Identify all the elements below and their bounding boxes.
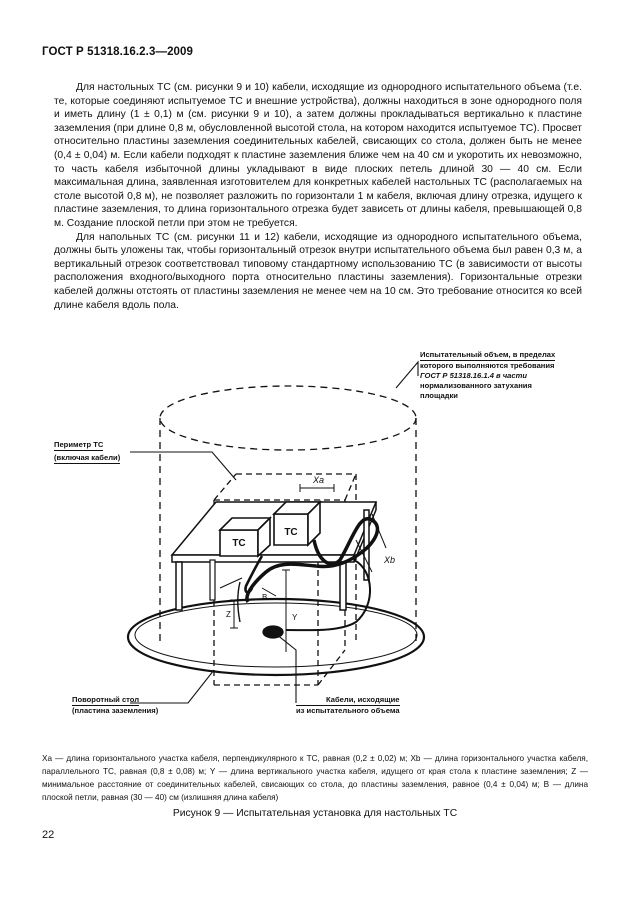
paragraph-tabletop: Для настольных ТС (см. рисунки 9 и 10) кабели, исходящие из однородного испытательного объема (т.е. те, которые соединяют испытуемое ТС и внешние устройства), должны находиться в зоне однородного поля и иметь длину (1 ± 0,1) м (см. рисунки 9 и 10), а затем должны прокладываться вертикально к пластине заземления (при длине 0,8 м, обусловленной высотой стола, на котором находится испытуемое ТС). Просвет относительно пластины заземления соединительных кабелей, свисающих со стола, должен быть не менее (0,4 ± 0,04) м. Если кабели подходят к пластине заземления ближе чем на 40 см и укоротить их невозможно, то часть кабеля избыточной длины укладывают в виде плоских петель длиной 30 — 40 см. Если максимальная длина, заявленная изготовителем для конкретных кабелей настольных ТС (располагаемых на столе высотой 0,8 м), не позволяет разложить по горизонтали 1 м кабеля, включая длину отрезка, идущего к пластине заземления, то длина горизонтального отрезка будет зависеть от длины кабеля, превышающей 0,8 м. Создание плоской петли при этом не требуется. (54, 82, 582, 229)
table-leg (210, 560, 215, 600)
dim-xb-label: Xb (384, 555, 396, 565)
figure-legend: Xa — длина горизонтального участка кабеля, перпендикулярного к ТС, равная (0,2 ± 0,02) м; Xb — длина горизонтального участка кабеля, параллельного ТС, равная (0,8 ± 0,08) м; Y — длина вертикального участка кабеля, идущего от края стола к пластине заземления; Z — минимальное расстояние от соединительных кабелей, свисающих со стола, до пластины заземления, равное (0,4 ± 0,04) м; B — длина плоской петли, равная (30 — 40) см (излишняя длина кабеля) (42, 754, 588, 802)
volume-top-ellipse (160, 386, 416, 450)
figure-caption: Рисунок 9 — Испытательная установка для настольных ТС (172, 808, 458, 819)
paragraph-floor: Для напольных ТС (см. рисунки 11 и 12) кабели, исходящие из однородного испытательного объема, должны быть уложены так, чтобы горизонтальный отрезок внутри испытательного объема был равен 0,3 м, а вертикальный отрезок соответствовал типовому стандартному использованию ТС (в зависимости от высоты расположения входного/выходного порта относительно пластины заземления). Горизонтальные отрезки кабелей должны отстоять от пластины заземления не менее чем на 10 см. Это требование относится ко всей длине кабеля вдоль пола. (54, 231, 582, 311)
dim-b-label: B (262, 593, 268, 602)
label-test-volume: Испытательный объем, в пределах которого выполняются требования ГОСТ Р 51318.16.1.4 в части нормализованного затухания площадки (420, 350, 556, 400)
page-number: 22 (42, 829, 55, 841)
dim-xa-label: Xa (313, 475, 325, 485)
label-eut-perimeter: Периметр ТС (включая кабели) (54, 440, 121, 462)
dim-y-label: Y (292, 613, 298, 622)
table-leg (340, 562, 346, 610)
dim-z-label: Z (226, 610, 231, 619)
eut-box-1-label: ТС (232, 538, 246, 549)
table-leg (176, 562, 182, 610)
label-exiting-cables: Кабели, исходящие из испытательного объема (296, 695, 400, 715)
label-turntable: Поворотный стол (пластина заземления) (72, 695, 159, 715)
document-header: ГОСТ Р 51318.16.2.3—2009 (42, 46, 194, 58)
cable-floor (286, 560, 370, 630)
eut-box-2-label: ТС (284, 527, 298, 538)
cable-exit-point (263, 626, 283, 638)
